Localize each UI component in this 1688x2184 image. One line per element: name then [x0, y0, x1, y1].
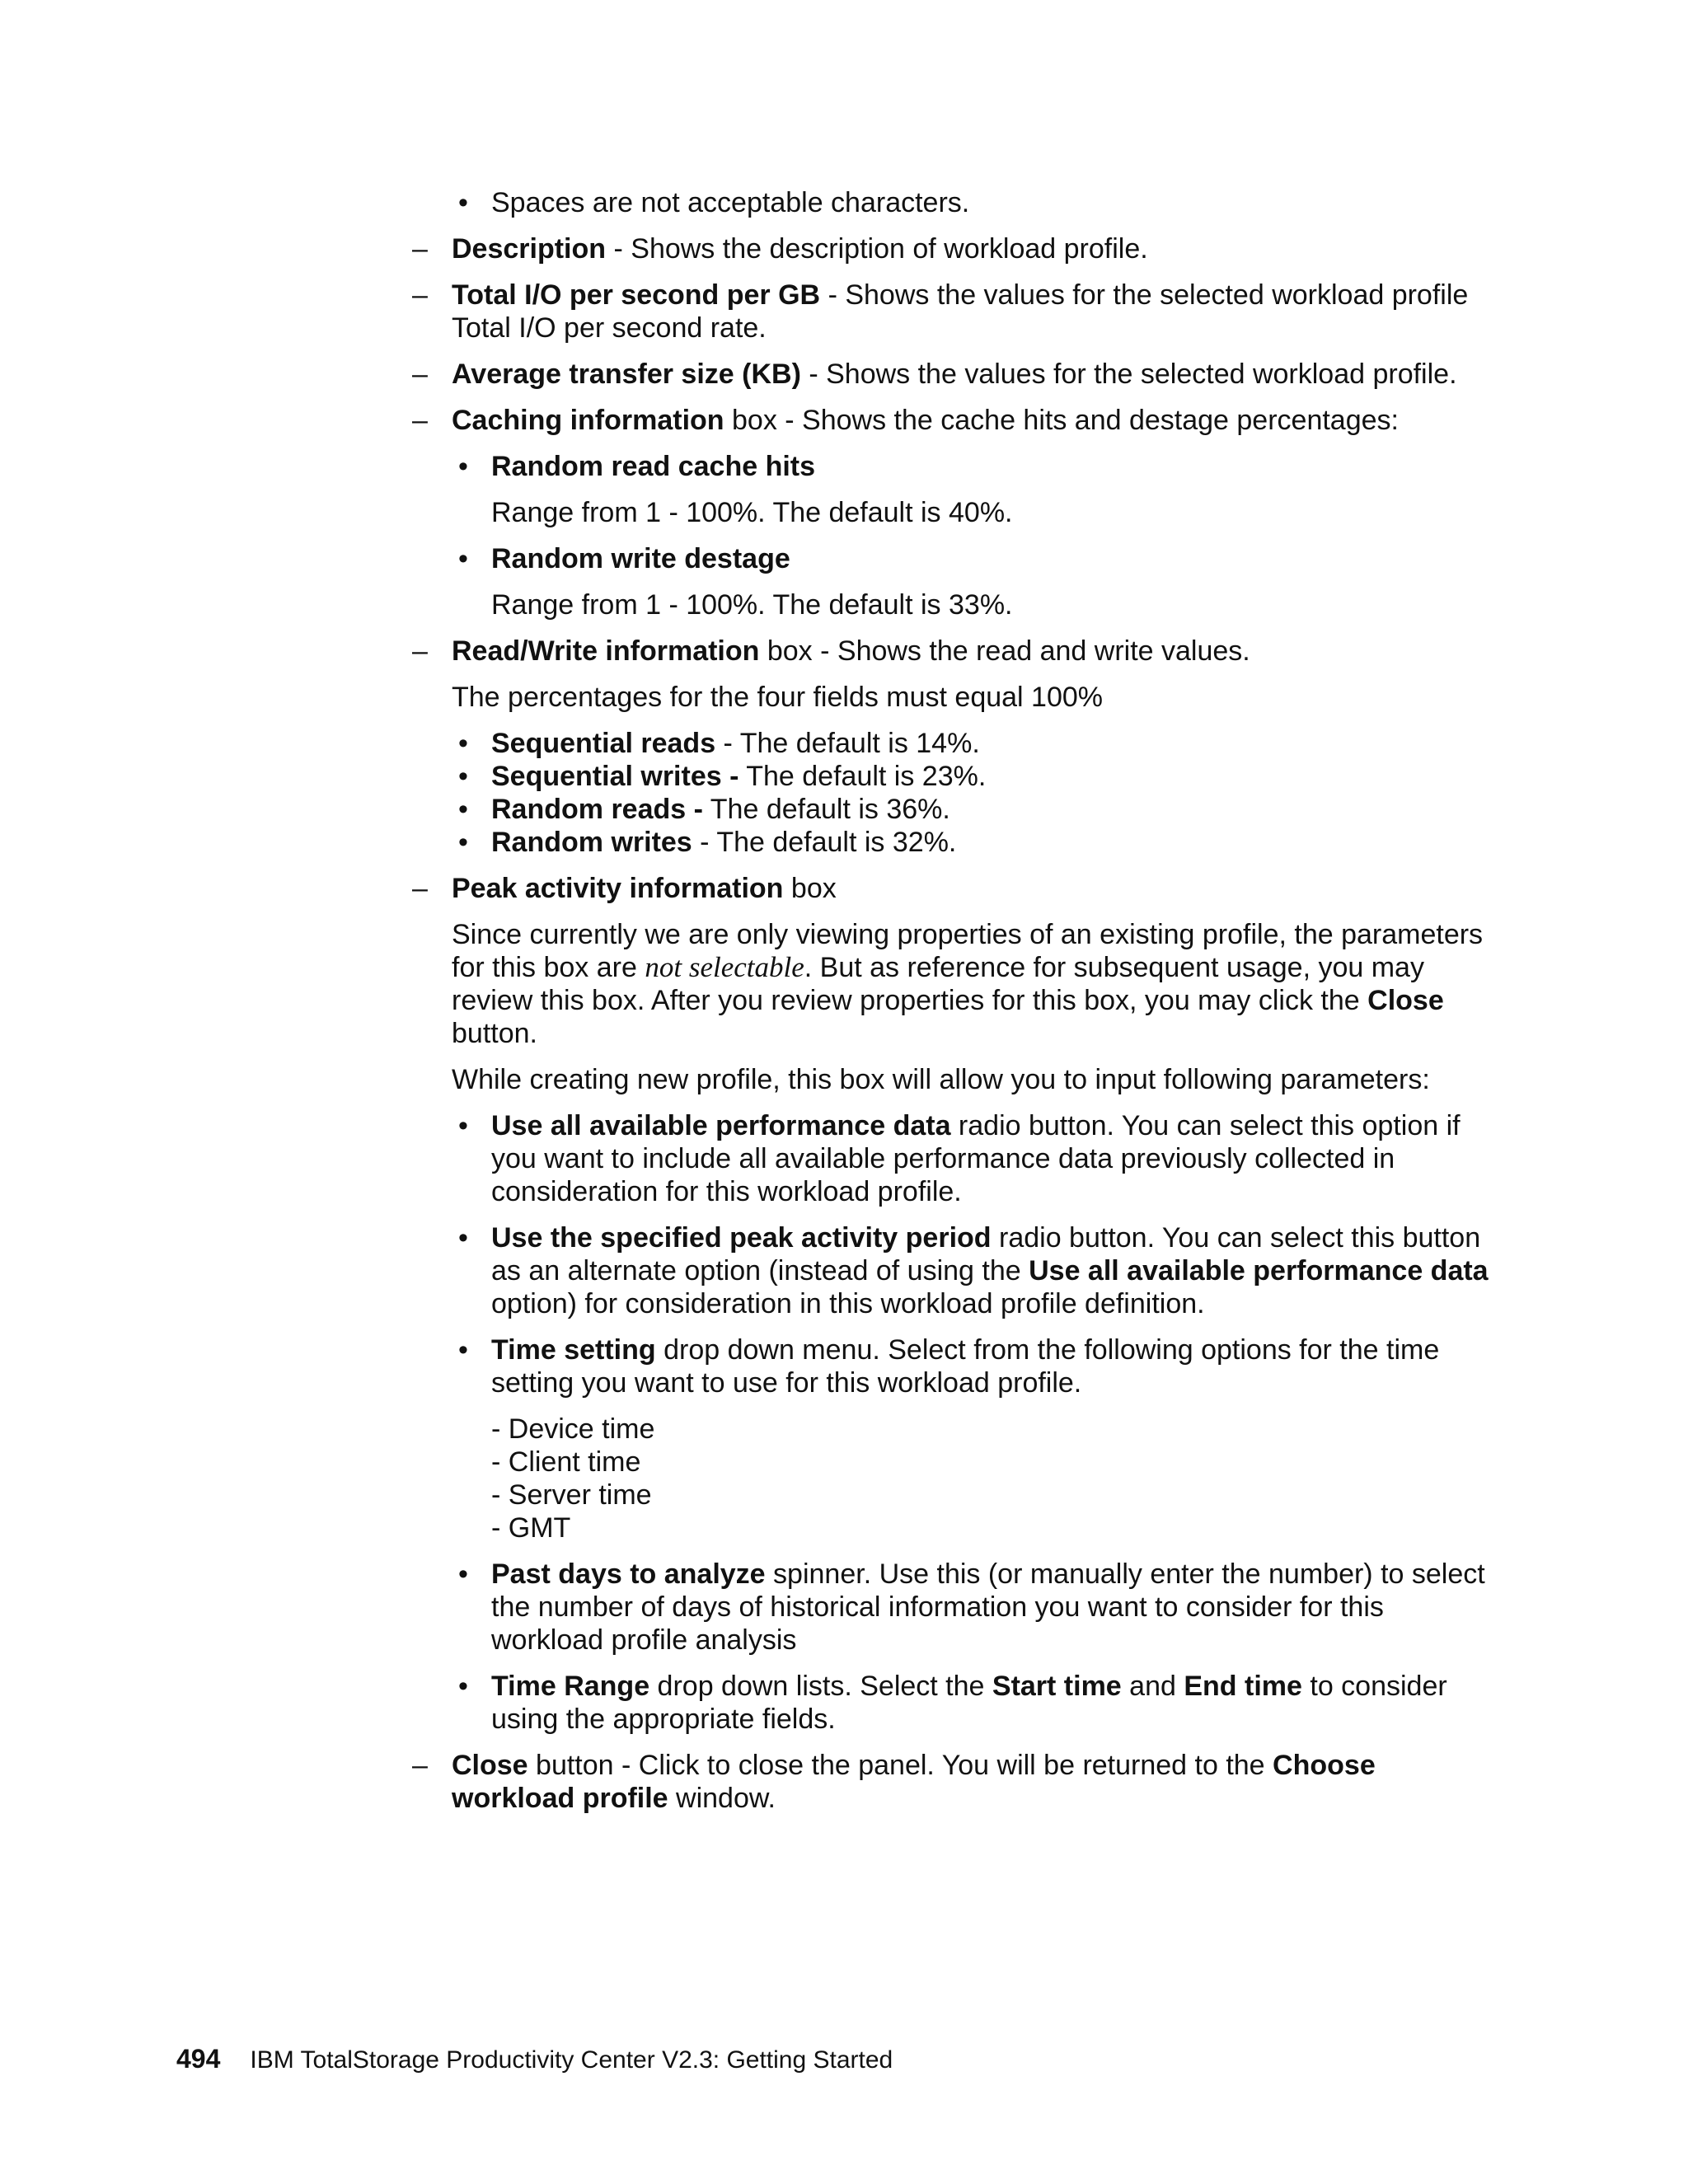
item-label: Average transfer size (KB) — [452, 359, 801, 390]
bold-text: Start time — [992, 1671, 1122, 1702]
option-line: - Device time — [491, 1413, 655, 1445]
list-item — [412, 1333, 1492, 1399]
item-label: Sequential reads — [491, 728, 716, 759]
item-text: - The default is 14%. — [715, 728, 980, 759]
item-label: Time setting — [491, 1334, 656, 1366]
page-body — [412, 186, 1492, 1828]
text-run: drop down lists. Select the — [649, 1671, 992, 1702]
item-text: Range from 1 - 100%. The default is 40%. — [491, 497, 1013, 528]
bold-text: Choose workload profile — [452, 1750, 1376, 1814]
text-run: button - Click to close the panel. You will be returned to the — [528, 1750, 1273, 1781]
item-text: - Shows the values for the selected workload profile Total I/O per second rate. — [452, 279, 1469, 344]
option-line: - Server time — [491, 1479, 652, 1511]
item-label: Time Range — [491, 1671, 650, 1702]
list-item — [412, 1670, 1492, 1736]
item-text: - The default is 32%. — [692, 827, 957, 858]
item-label: Random read cache hits — [491, 451, 816, 482]
option-line: - Client time — [491, 1446, 641, 1478]
list-item — [412, 404, 1492, 437]
paragraph: The percentages for the four fields must equal 100% — [452, 682, 1104, 713]
item-text: spinner. Use this (or manually enter the number) to select the number of days of historical information you want to consider for this workload profile analysis — [491, 1558, 1485, 1656]
bold-text: Use all available performance data — [1029, 1255, 1489, 1286]
item-label: Past days to analyze — [491, 1558, 766, 1590]
item-label: Random writes — [491, 827, 692, 858]
item-label: Peak activity information — [452, 873, 784, 904]
list-item — [412, 793, 1492, 826]
text-run: button. — [452, 1018, 537, 1049]
item-text: The default is 23%. — [738, 761, 987, 792]
book-title: IBM TotalStorage Productivity Center V2.3: Getting Started — [250, 2046, 893, 2074]
item-text: Spaces are not acceptable characters. — [491, 187, 970, 218]
list-item — [412, 1221, 1492, 1320]
text-run: and — [1121, 1671, 1184, 1702]
item-text: radio button. You can select this option if you want to include all available performance data previously collected in consideration for this workload profile. — [491, 1110, 1461, 1207]
list-item — [412, 872, 1492, 905]
item-label: Random reads - — [491, 794, 703, 825]
list-item — [412, 232, 1492, 265]
bold-text: Close — [1367, 985, 1444, 1016]
item-text: box — [783, 873, 837, 904]
text-run: to consider using the appropriate fields. — [491, 1671, 1447, 1735]
list-item — [412, 1109, 1492, 1208]
list-item — [412, 635, 1492, 668]
item-text: Range from 1 - 100%. The default is 33%. — [491, 589, 1013, 621]
item-label: Description — [452, 233, 607, 265]
list-item — [412, 727, 1492, 760]
list-item — [412, 760, 1492, 793]
page-number: 494 — [176, 2044, 221, 2074]
item-text: box - Shows the read and write values. — [759, 635, 1250, 667]
list-item — [412, 186, 1492, 219]
text-run: . But as reference for subsequent usage, you may review this box. After you review properties for this box, you may click the — [452, 952, 1424, 1016]
item-label: Total I/O per second per GB — [452, 279, 821, 311]
list-item — [412, 542, 1492, 575]
list-item — [412, 826, 1492, 859]
item-label: Use all available performance data — [491, 1110, 951, 1141]
list-item — [412, 358, 1492, 391]
item-text: box - Shows the cache hits and destage percentages: — [724, 405, 1399, 436]
item-label: Random write destage — [491, 543, 790, 574]
bold-text: End time — [1184, 1671, 1302, 1702]
list-item — [412, 1749, 1492, 1815]
text-run: radio button. You can select this button as an alternate option (instead of using the — [491, 1222, 1481, 1286]
item-label: Close — [452, 1750, 528, 1781]
item-label: Caching information — [452, 405, 724, 436]
item-text: The default is 36%. — [702, 794, 950, 825]
page-footer — [176, 2042, 893, 2077]
italic-text: not selectable — [645, 951, 804, 983]
text-run: window. — [668, 1783, 776, 1814]
item-text: - Shows the description of workload profile. — [606, 233, 1148, 265]
item-label: Read/Write information — [452, 635, 760, 667]
list-item — [412, 279, 1492, 344]
item-label: Use the specified peak activity period — [491, 1222, 992, 1254]
item-label: Sequential writes - — [491, 761, 739, 792]
time-options-list — [412, 1413, 1492, 1544]
item-text: drop down menu. Select from the following options for the time setting you want to use for this workload profile. — [491, 1334, 1440, 1399]
paragraph: While creating new profile, this box will allow you to input following parameters: — [452, 1064, 1430, 1095]
list-item — [412, 1558, 1492, 1657]
option-line: - GMT — [491, 1512, 571, 1544]
text-run: Since currently we are only viewing properties of an existing profile, the parameters for this box are — [452, 919, 1484, 983]
paragraph — [412, 918, 1492, 1050]
list-item — [412, 450, 1492, 483]
item-text: - Shows the values for the selected workload profile. — [800, 359, 1457, 390]
text-run: option) for consideration in this workload profile definition. — [491, 1288, 1205, 1319]
